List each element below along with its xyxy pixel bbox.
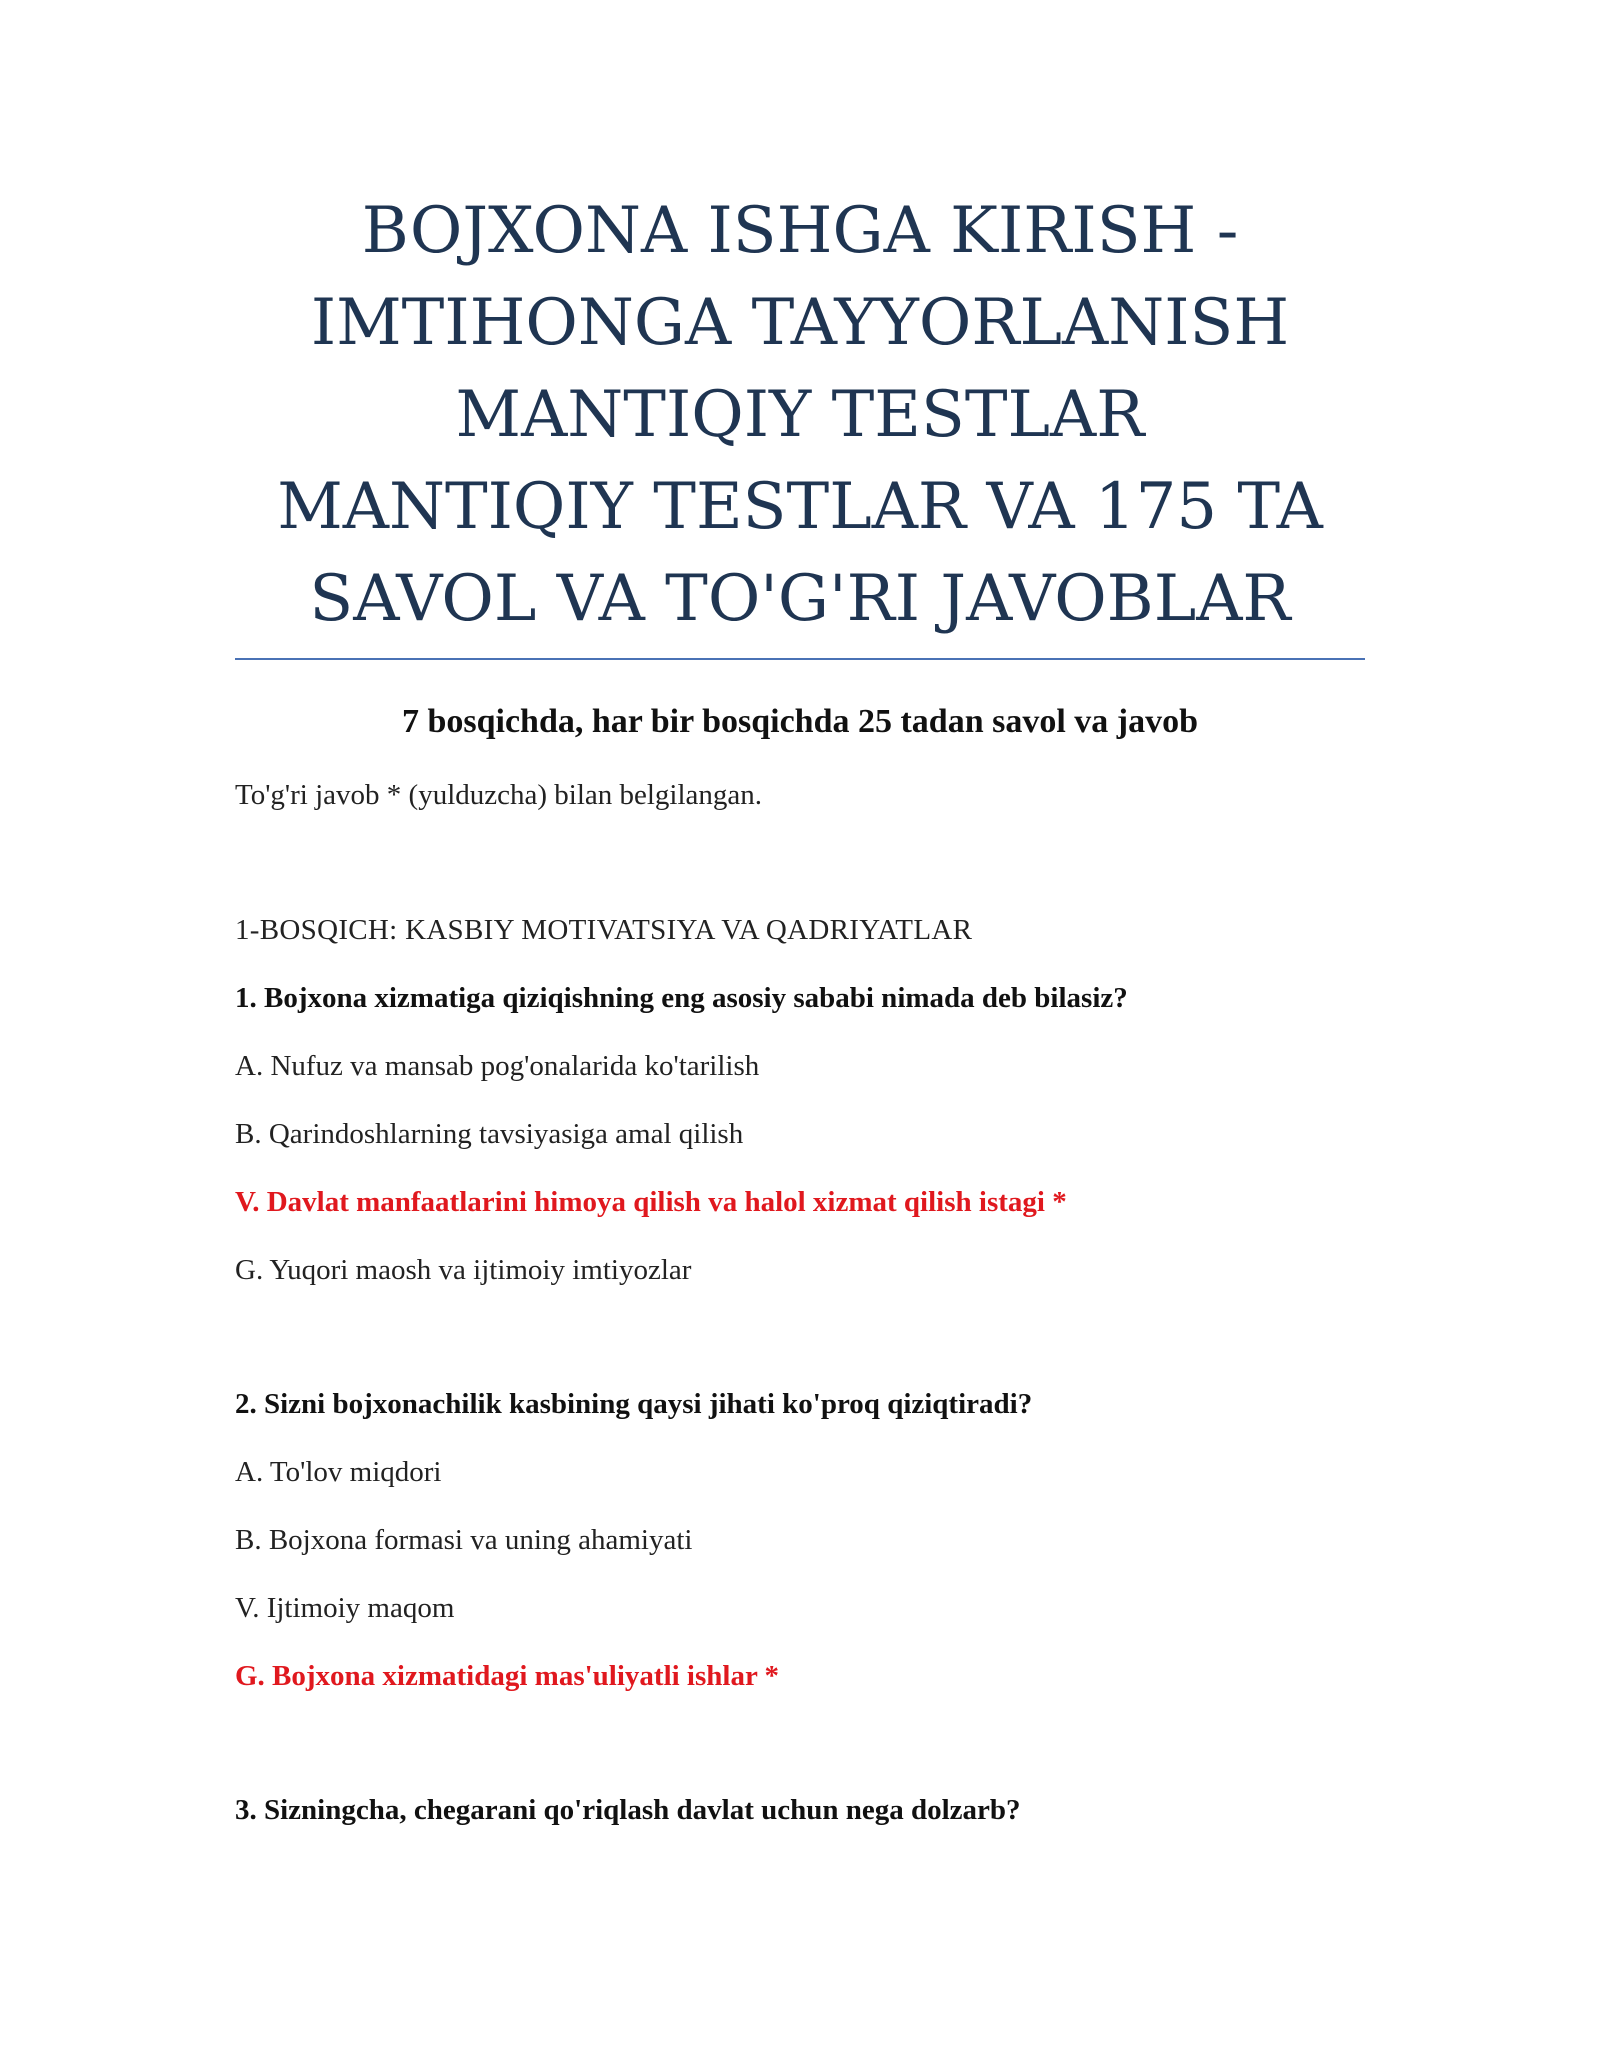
answer-option: V. Ijtimoiy maqom [235, 1592, 455, 1624]
stage-heading: 1-BOSQICH: KASBIY MOTIVATSIYA VA QADRIYATLAR [235, 914, 973, 946]
answer-option: G. Yuqori maosh va ijtimoiy imtiyozlar [235, 1254, 692, 1286]
answer-option: B. Qarindoshlarning tavsiyasiga amal qilish [235, 1118, 744, 1150]
question-text: 2. Sizni bojxonachilik kasbining qaysi jihati ko'proq qiziqtiradi? [235, 1388, 1033, 1420]
subtitle: 7 bosqichda, har bir bosqichda 25 tadan savol va javob [401, 703, 1199, 740]
title-line: MANTIQIY TESTLAR VA 175 TA [277, 470, 1323, 544]
answer-option: B. Bojxona formasi va uning ahamiyati [235, 1524, 693, 1556]
answer-option: A. To'lov miqdori [235, 1456, 442, 1488]
answer-key-note: To'g'ri javob * (yulduzcha) bilan belgilangan. [235, 779, 763, 811]
question-text: 1. Bojxona xizmatiga qiziqishning eng asosiy sababi nimada deb bilasiz? [235, 982, 1128, 1014]
title-line: BOJXONA ISHGA KIRISH - [361, 194, 1239, 268]
answer-option: A. Nufuz va mansab pog'onalarida ko'tarilish [235, 1050, 760, 1082]
title-line: SAVOL VA TO'G'RI JAVOBLAR [309, 562, 1291, 636]
title-line: IMTIHONGA TAYYORLANISH [310, 286, 1290, 360]
title-line: MANTIQIY TESTLAR [455, 378, 1145, 452]
document-title [235, 185, 1365, 645]
question-text: 3. Sizningcha, chegarani qo'riqlash davlat uchun nega dolzarb? [235, 1794, 1021, 1826]
title-divider [235, 658, 1365, 660]
correct-answer-option: G. Bojxona xizmatidagi mas'uliyatli ishlar * [235, 1660, 780, 1692]
correct-answer-option: V. Davlat manfaatlarini himoya qilish va halol xizmat qilish istagi * [235, 1186, 1067, 1218]
